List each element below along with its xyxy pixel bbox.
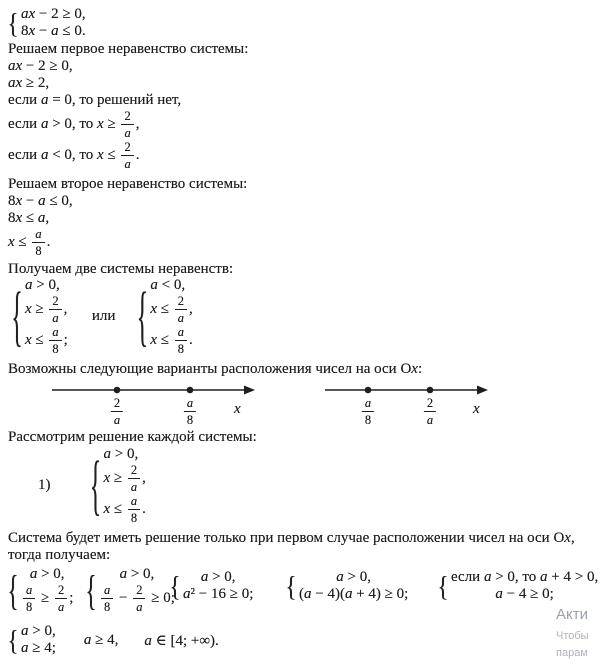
math-text: a > 0, <box>119 566 155 582</box>
math-line <box>8 58 181 75</box>
fraction-numerator: a <box>186 396 194 410</box>
fraction-numerator: a <box>104 583 111 597</box>
system-rows <box>99 566 175 614</box>
fraction-numerator: 2 <box>136 583 143 597</box>
math-text: ax − 2 ≥ 0, <box>8 58 73 74</box>
math-line <box>104 494 146 525</box>
fraction-denominator: a <box>55 598 67 613</box>
paragraph-consider-systems: Рассмотрим решение каждой системы: <box>8 429 257 445</box>
fraction <box>128 495 140 524</box>
math-text: x ≤ <box>150 301 173 317</box>
math-text: x ≥ <box>25 301 48 317</box>
fraction-numerator: 2 <box>124 109 131 123</box>
math-text: ; <box>63 332 68 348</box>
final-inequality: a ≥ 4, <box>83 631 119 648</box>
fraction <box>424 397 436 426</box>
math-text: , <box>189 301 193 317</box>
fraction-denominator: 8 <box>184 411 196 426</box>
system-brace: { <box>89 449 102 522</box>
axis-point-label <box>422 397 438 426</box>
math-text: ≥ <box>37 590 53 606</box>
system-brace: { <box>437 570 449 602</box>
fraction-denominator: 8 <box>362 411 374 426</box>
chain-system-1 <box>8 566 73 614</box>
final-system <box>8 623 56 657</box>
fraction <box>23 584 35 613</box>
math-text: a² − 16 ≥ 0; <box>183 586 254 602</box>
math-text: . <box>46 234 51 250</box>
math-line <box>25 294 67 325</box>
math-line <box>99 583 175 614</box>
fraction <box>111 397 123 426</box>
math-line <box>495 586 553 603</box>
system-brace: { <box>7 624 19 656</box>
math-text: a − 4 ≥ 0; <box>495 586 554 602</box>
math-text: a > 0, <box>29 566 65 582</box>
math-line <box>8 75 181 92</box>
math-text: a > 0, <box>21 623 56 639</box>
math-text: a > 0, <box>25 277 60 293</box>
fraction <box>133 584 145 613</box>
math-line <box>25 325 68 356</box>
fraction-denominator: a <box>121 124 133 139</box>
fraction-denominator: a <box>175 309 187 324</box>
math-text: x ≤ <box>150 332 173 348</box>
chain-system-2 <box>86 566 175 614</box>
axis-line-icon <box>52 384 262 396</box>
fraction <box>184 397 196 426</box>
initial-system <box>8 6 86 40</box>
math-text: ax − 2 ≥ 0, <box>21 6 86 22</box>
math-line <box>104 463 146 494</box>
math-text: a > 0, <box>103 446 139 462</box>
fraction-denominator: a <box>128 478 140 493</box>
math-text: если a > 0, то a + 4 > 0, <box>451 569 599 585</box>
math-text: . <box>142 501 146 517</box>
math-line <box>21 583 73 614</box>
system-brace: { <box>136 280 148 353</box>
fraction-numerator: a <box>177 325 185 339</box>
fraction-denominator: 8 <box>32 242 44 257</box>
fraction-denominator: 8 <box>128 509 140 524</box>
math-text: x ≥ <box>103 470 126 486</box>
math-line <box>201 569 236 586</box>
system <box>91 446 146 525</box>
math-text: , <box>142 470 146 486</box>
math-line <box>104 446 139 463</box>
chain-system-5 <box>438 569 598 603</box>
math-text: , <box>135 116 140 132</box>
fraction <box>121 110 133 139</box>
system-brace: { <box>285 570 297 602</box>
final-answer-row <box>8 623 219 657</box>
math-text: если a < 0, то x ≤ <box>8 147 120 163</box>
paragraph-conclusion <box>8 530 575 564</box>
math-block-second-inequality <box>8 193 73 258</box>
fraction-numerator: a <box>35 227 42 241</box>
math-line <box>8 109 181 140</box>
math-text: если a > 0, то x ≥ <box>8 116 120 132</box>
system-rows <box>183 569 253 603</box>
final-answer: a ∈ [4; +∞). <box>144 632 219 649</box>
fraction-denominator: 8 <box>101 598 113 613</box>
fraction <box>55 584 67 613</box>
fraction <box>101 584 113 613</box>
axis-x-label: x <box>473 401 480 417</box>
math-text: a ≥ 4; <box>21 640 56 656</box>
system-rows <box>104 446 146 525</box>
fraction-numerator: 2 <box>57 583 65 597</box>
paragraph-solve-second: Решаем второе неравенство системы: <box>8 176 248 192</box>
fraction <box>49 295 61 324</box>
fraction-denominator: a <box>121 155 133 170</box>
math-text: если a = 0, то решений нет, <box>8 92 182 108</box>
math-line <box>21 640 56 657</box>
math-text: , <box>63 301 68 317</box>
fraction-numerator: a <box>26 583 33 597</box>
case-1-system <box>38 446 146 525</box>
system-rows <box>21 566 73 614</box>
chain-system-4 <box>286 569 408 603</box>
fraction-numerator: a <box>364 396 372 410</box>
system-brace: { <box>7 7 19 39</box>
math-text: 8x − a ≤ 0. <box>21 23 86 39</box>
math-text: x ≤ <box>103 501 126 517</box>
conclusion-line-1: Система будет иметь решение только при первом случае расположении чисел на оси Ox, <box>8 530 575 546</box>
systems-pair <box>12 277 193 356</box>
system-rows <box>25 277 68 356</box>
math-line <box>150 277 185 294</box>
fraction <box>49 326 61 355</box>
system-right <box>137 277 192 356</box>
axis-point-label <box>109 397 125 426</box>
fraction-numerator: 2 <box>124 140 131 154</box>
fraction-numerator: a <box>52 325 59 339</box>
math-line <box>8 193 73 210</box>
fraction-denominator: a <box>111 411 123 426</box>
fraction <box>362 397 374 426</box>
system-brace: { <box>11 280 23 353</box>
math-text: 8x ≤ a, <box>8 210 50 226</box>
math-text: x ≤ <box>8 234 31 250</box>
derivation-chain <box>0 566 600 618</box>
fraction-numerator: 2 <box>52 294 59 308</box>
system-brace: { <box>7 566 19 614</box>
math-text: a > 0, <box>200 569 236 585</box>
fraction-denominator: 8 <box>175 340 187 355</box>
fraction-denominator: 8 <box>23 598 35 613</box>
fraction-denominator: a <box>49 309 61 324</box>
math-text: (a − 4)(a + 4) ≥ 0; <box>299 586 409 602</box>
paragraph-axis-variants: Возможны следующие варианты расположения чисел на оси Ox: <box>8 361 423 377</box>
windows-activation-watermark <box>556 606 600 664</box>
math-line <box>150 294 192 325</box>
fraction-denominator: 8 <box>49 340 61 355</box>
math-line <box>21 23 86 40</box>
case-number: 1) <box>38 477 51 493</box>
number-line-2 <box>325 384 495 430</box>
system-rows <box>451 569 598 603</box>
number-line-1 <box>52 384 262 430</box>
fraction <box>175 326 187 355</box>
math-line <box>25 277 60 294</box>
math-line <box>8 92 181 109</box>
fraction <box>32 228 44 257</box>
math-text: x ≤ <box>25 332 48 348</box>
math-line <box>21 6 86 23</box>
axis-point-label <box>182 397 198 426</box>
axis-point-label <box>360 397 376 426</box>
math-text: ≥ 0; <box>147 590 175 606</box>
math-line <box>336 569 371 586</box>
math-text: . <box>189 332 193 348</box>
paragraph-solve-first: Решаем первое неравенство системы: <box>8 41 249 57</box>
math-line <box>30 566 65 583</box>
math-line <box>21 623 56 640</box>
math-line <box>8 227 73 258</box>
math-text: ; <box>69 590 74 606</box>
fraction-numerator: 2 <box>177 294 185 308</box>
system-rows <box>21 6 86 40</box>
fraction-numerator: a <box>130 494 138 508</box>
math-line <box>299 586 408 603</box>
system-left <box>12 277 68 356</box>
chain-system-3 <box>170 569 253 603</box>
math-text: . <box>135 147 140 163</box>
axis-line-icon <box>325 384 495 396</box>
fraction <box>121 141 133 170</box>
fraction <box>128 464 140 493</box>
conclusion-line-2: тогда получаем: <box>8 547 111 563</box>
fraction-numerator: 2 <box>426 396 434 410</box>
math-line <box>451 569 598 586</box>
math-line <box>8 140 181 171</box>
math-text: − <box>115 590 132 606</box>
math-text: a > 0, <box>336 569 372 585</box>
math-line <box>8 210 73 227</box>
math-line <box>120 566 155 583</box>
math-text: 8x − a ≤ 0, <box>8 193 73 209</box>
fraction-numerator: 2 <box>130 463 138 477</box>
system-rows <box>21 623 56 657</box>
math-line <box>150 325 192 356</box>
watermark-title: Акти <box>556 606 588 623</box>
fraction <box>175 295 187 324</box>
watermark-line: Чтобы <box>556 630 589 642</box>
or-text: или <box>91 308 116 324</box>
math-text: ax ≥ 2, <box>8 75 50 91</box>
system-brace: { <box>169 570 181 602</box>
math-block-first-inequality <box>8 58 181 171</box>
fraction-numerator: 2 <box>113 396 121 410</box>
fraction-denominator: a <box>424 411 436 426</box>
system-rows <box>150 277 192 356</box>
system-rows <box>299 569 408 603</box>
math-line <box>183 586 253 603</box>
paragraph-two-systems: Получаем две системы неравенств: <box>8 261 234 277</box>
watermark-line: парам <box>556 647 588 659</box>
fraction-denominator: a <box>133 598 145 613</box>
system-brace: { <box>85 566 97 614</box>
math-text: a < 0, <box>150 277 186 293</box>
axis-x-label: x <box>234 401 241 417</box>
